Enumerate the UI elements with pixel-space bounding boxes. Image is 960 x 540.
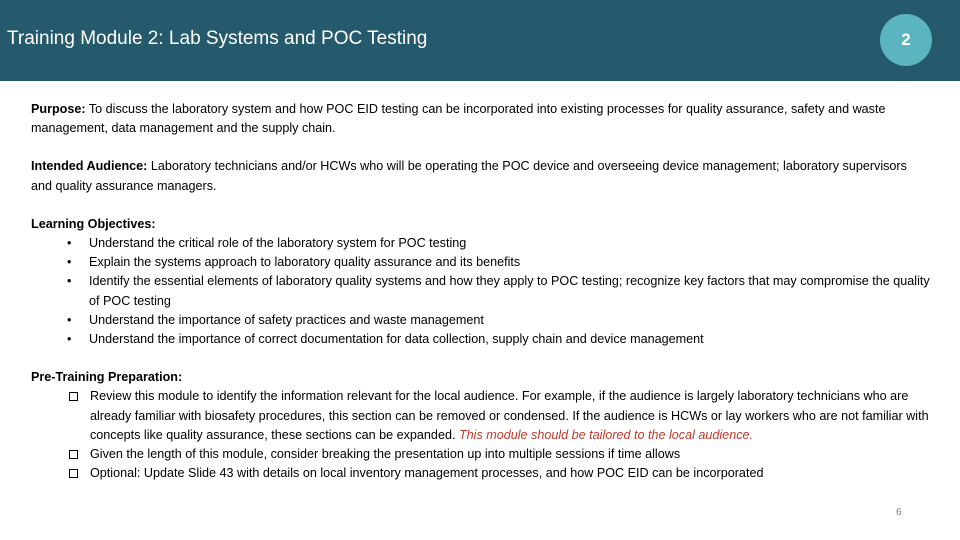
objective-text: Understand the critical role of the laboratory system for POC testing (89, 236, 467, 251)
checkbox-icon (69, 469, 78, 478)
bullet-icon: • (67, 312, 72, 327)
list-item (31, 272, 931, 310)
title-bar (0, 0, 960, 81)
list-item (31, 330, 931, 349)
preparation-text: Review this module to identify the information relevant for the local audience. For example, if the audience is largely laboratory technicians who are already familiar with biosafety procedures, this section can be removed or condensed. If the audience is HCWs or lay workers who are not familiar with concepts like quality assurance, these sections can be expanded. (90, 389, 929, 442)
objective-text: Understand the importance of correct documentation for data collection, supply chain and device management (89, 332, 704, 347)
objective-text: Explain the systems approach to laboratory quality assurance and its benefits (89, 255, 521, 270)
list-item (31, 387, 931, 445)
list-item (31, 253, 931, 272)
bullet-icon: • (67, 332, 72, 347)
preparation-list (31, 387, 931, 483)
bullet-icon: • (67, 274, 72, 289)
objective-text: Identify the essential elements of laboratory quality systems and how they apply to POC testing; recognize key factors that may compromise the quality of POC testing (89, 274, 930, 308)
purpose-paragraph (31, 100, 931, 138)
audience-label: Intended Audience: (31, 159, 148, 174)
preparation-text: Given the length of this module, consider breaking the presentation up into multiple sessions if time allows (90, 447, 681, 462)
bullet-icon: • (67, 236, 72, 251)
list-item (31, 445, 931, 464)
slide-content (31, 100, 931, 483)
list-item (31, 234, 931, 253)
preparation-label: Pre-Training Preparation: (31, 370, 183, 385)
slide-number: 6 (896, 507, 902, 518)
list-item (31, 464, 931, 483)
purpose-text: To discuss the laboratory system and how POC EID testing can be incorporated into existing processes for quality assurance, safety and waste management, data management and the supply chain. (31, 102, 886, 136)
bullet-icon: • (67, 255, 72, 270)
purpose-label: Purpose: (31, 102, 86, 116)
module-number-badge: 2 (880, 14, 932, 66)
preparation-text: Optional: Update Slide 43 with details on local inventory management processes, and how POC EID can be incorporated (90, 466, 764, 481)
checkbox-icon (69, 392, 78, 401)
preparation-section (31, 368, 931, 483)
objectives-label: Learning Objectives: (31, 216, 156, 231)
objective-text: Understand the importance of safety practices and waste management (89, 312, 484, 327)
objectives-list (31, 234, 931, 349)
list-item (31, 311, 931, 330)
audience-text: Laboratory technicians and/or HCWs who will be operating the POC device and overseeing device management; laboratory supervisors and quality assurance managers. (31, 159, 907, 193)
checkbox-icon (69, 450, 78, 459)
module-title: Training Module 2: Lab Systems and POC Testing (7, 28, 428, 49)
audience-paragraph (31, 157, 931, 195)
objectives-section (31, 215, 931, 349)
tailoring-note: This module should be tailored to the local audience. (458, 427, 753, 442)
